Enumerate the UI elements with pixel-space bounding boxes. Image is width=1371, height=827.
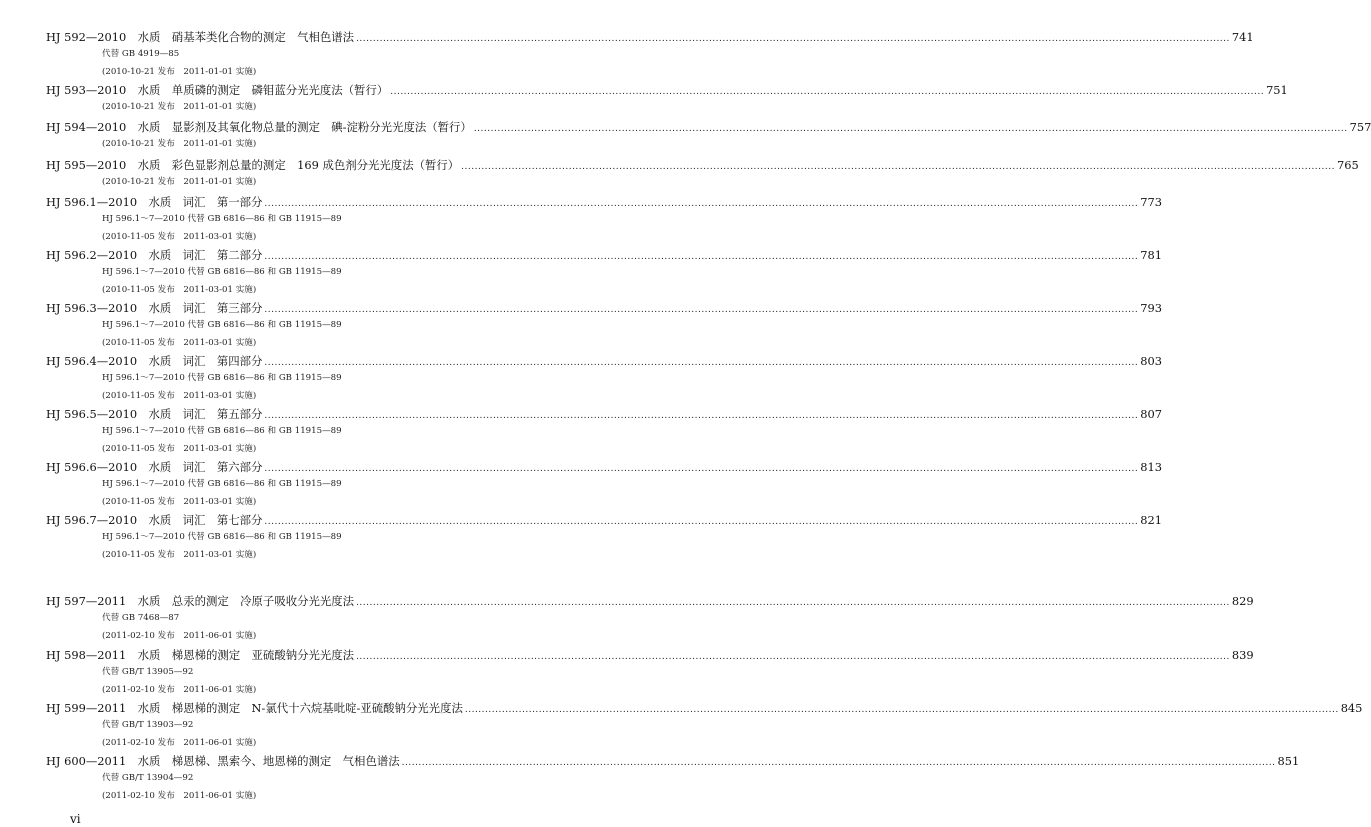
toc-entry-note: HJ 596.1～7—2010 代替 GB 6816—86 和 GB 11915—89 (102, 214, 342, 224)
toc-entry-title: HJ 596.3—2010 水质 词汇 第三部分 (46, 301, 263, 315)
toc-entry-note: (2011-02-10 发布 2011-06-01 实施) (102, 791, 257, 801)
toc-entry-title-line[interactable] (46, 193, 1162, 211)
toc-entry-page-number: 829 (1231, 594, 1254, 608)
toc-entry-title-line[interactable] (46, 246, 1162, 264)
toc-entry-page-number: 757 (1349, 120, 1371, 134)
toc-entry-page-number: 765 (1336, 158, 1359, 172)
toc-entry-title-line[interactable] (46, 28, 1254, 46)
toc-entry-title-line[interactable] (46, 752, 1300, 770)
dot-leader: .................................................................................................................................................................................................................................................................... (461, 162, 1335, 172)
toc-entry-note: (2010-11-05 发布 2011-03-01 实施) (102, 391, 257, 401)
toc-entry-note: (2010-11-05 发布 2011-03-01 实施) (102, 444, 257, 454)
toc-entry-note: (2010-11-05 发布 2011-03-01 实施) (102, 550, 257, 560)
toc-entry-page-number: 793 (1140, 301, 1162, 315)
toc-entry-note: HJ 596.1～7—2010 代替 GB 6816—86 和 GB 11915—89 (102, 320, 342, 330)
toc-entry-note: (2010-11-05 发布 2011-03-01 实施) (102, 285, 257, 295)
toc-entry-page-number: 821 (1140, 513, 1162, 527)
dot-leader: .................................................................................................................................................................................................................................................................... (264, 464, 1139, 474)
toc-entry-note: (2010-10-21 发布 2011-01-01 实施) (102, 102, 257, 112)
dot-leader: .................................................................................................................................................................................................................................................................... (473, 124, 1348, 134)
toc-entry-title: HJ 596.6—2010 水质 词汇 第六部分 (46, 460, 263, 474)
toc-entry-title: HJ 596.5—2010 水质 词汇 第五部分 (46, 407, 263, 421)
toc-entry-page-number: 751 (1266, 83, 1288, 97)
toc-entry-title-line[interactable] (46, 405, 1162, 423)
toc-entry-page-number: 839 (1231, 648, 1254, 662)
toc-entry-note: 代替 GB/T 13904—92 (102, 773, 194, 783)
toc-entry-title-line[interactable] (46, 352, 1162, 370)
toc-entry-title: HJ 595—2010 水质 彩色显影剂总量的测定 169 成色剂分光光度法（暂行） (46, 158, 460, 172)
toc-entry-title: HJ 599—2011 水质 梯恩梯的测定 N-氯代十六烷基吡啶-亚硫酸钠分光光度法 (46, 701, 463, 715)
toc-entry-note: 代替 GB 4919—85 (102, 49, 180, 59)
dot-leader: .................................................................................................................................................................................................................................................................... (356, 598, 1230, 608)
dot-leader: .................................................................................................................................................................................................................................................................... (390, 87, 1265, 97)
toc-entry-note: (2010-10-21 发布 2011-01-01 实施) (102, 177, 257, 187)
toc-entry-note: (2010-10-21 发布 2011-01-01 实施) (102, 67, 257, 77)
toc-entry-title: HJ 592—2010 水质 硝基苯类化合物的测定 气相色谱法 (46, 30, 355, 44)
toc-entry-title: HJ 596.4—2010 水质 词汇 第四部分 (46, 354, 263, 368)
toc-entry-title: HJ 596.1—2010 水质 词汇 第一部分 (46, 195, 263, 209)
toc-entry-note: (2010-10-21 发布 2011-01-01 实施) (102, 139, 257, 149)
toc-entry-note: 代替 GB/T 13903—92 (102, 720, 194, 730)
toc-entry-title-line[interactable] (46, 81, 1288, 99)
toc-entry-note: (2011-02-10 发布 2011-06-01 实施) (102, 738, 257, 748)
dot-leader: .................................................................................................................................................................................................................................................................... (356, 34, 1230, 44)
toc-entry-note: HJ 596.1～7—2010 代替 GB 6816—86 和 GB 11915—89 (102, 267, 342, 277)
toc-entry-title: HJ 597—2011 水质 总汞的测定 冷原子吸收分光光度法 (46, 594, 355, 608)
toc-entry-page-number: 803 (1140, 354, 1162, 368)
toc-entry-title: HJ 596.2—2010 水质 词汇 第二部分 (46, 248, 263, 262)
toc-entry-title-line[interactable] (46, 511, 1162, 529)
toc-entry-title-line[interactable] (46, 458, 1162, 476)
toc-entry-title: HJ 600—2011 水质 梯恩梯、黑索今、地恩梯的测定 气相色谱法 (46, 754, 400, 768)
toc-entry-page-number: 741 (1231, 30, 1254, 44)
dot-leader: .................................................................................................................................................................................................................................................................... (264, 517, 1139, 527)
toc-entry-title-line[interactable] (46, 118, 1371, 136)
dot-leader: .................................................................................................................................................................................................................................................................... (464, 705, 1339, 715)
toc-entry-page-number: 813 (1140, 460, 1162, 474)
toc-entry-note: (2010-11-05 发布 2011-03-01 实施) (102, 497, 257, 507)
dot-leader: .................................................................................................................................................................................................................................................................... (264, 252, 1139, 262)
toc-entry-note: HJ 596.1～7—2010 代替 GB 6816—86 和 GB 11915—89 (102, 479, 342, 489)
dot-leader: .................................................................................................................................................................................................................................................................... (264, 305, 1139, 315)
toc-entry-title-line[interactable] (46, 699, 1363, 717)
page-folio: vi (70, 812, 81, 826)
toc-entry-note: (2010-11-05 发布 2011-03-01 实施) (102, 338, 257, 348)
toc-entry-note: 代替 GB/T 13905—92 (102, 667, 194, 677)
dot-leader: .................................................................................................................................................................................................................................................................... (264, 411, 1139, 421)
toc-entry-note: HJ 596.1～7—2010 代替 GB 6816—86 和 GB 11915—89 (102, 373, 342, 383)
toc-entry-note: (2011-02-10 发布 2011-06-01 实施) (102, 631, 257, 641)
toc-entry-title: HJ 598—2011 水质 梯恩梯的测定 亚硫酸钠分光光度法 (46, 648, 355, 662)
toc-entry-title-line[interactable] (46, 299, 1162, 317)
toc-entry-page-number: 845 (1340, 701, 1363, 715)
toc-entry-page-number: 807 (1140, 407, 1162, 421)
toc-entry-note: (2011-02-10 发布 2011-06-01 实施) (102, 685, 257, 695)
toc-entry-title-line[interactable] (46, 156, 1359, 174)
toc-entry-title-line[interactable] (46, 592, 1254, 610)
toc-entry-title-line[interactable] (46, 646, 1254, 664)
dot-leader: .................................................................................................................................................................................................................................................................... (264, 358, 1139, 368)
toc-entry-page-number: 851 (1277, 754, 1300, 768)
toc-entry-note: HJ 596.1～7—2010 代替 GB 6816—86 和 GB 11915—89 (102, 426, 342, 436)
dot-leader: .................................................................................................................................................................................................................................................................... (264, 199, 1139, 209)
toc-entry-note: (2010-11-05 发布 2011-03-01 实施) (102, 232, 257, 242)
toc-entry-title: HJ 593—2010 水质 单质磷的测定 磷钼蓝分光光度法（暂行） (46, 83, 389, 97)
toc-entry-note: HJ 596.1～7—2010 代替 GB 6816—86 和 GB 11915—89 (102, 532, 342, 542)
toc-entry-page-number: 781 (1140, 248, 1162, 262)
dot-leader: .................................................................................................................................................................................................................................................................... (401, 758, 1276, 768)
toc-entry-title: HJ 596.7—2010 水质 词汇 第七部分 (46, 513, 263, 527)
dot-leader: .................................................................................................................................................................................................................................................................... (356, 652, 1230, 662)
toc-entry-page-number: 773 (1140, 195, 1162, 209)
toc-entry-title: HJ 594—2010 水质 显影剂及其氧化物总量的测定 碘-淀粉分光光度法（暂行） (46, 120, 472, 134)
toc-entry-note: 代替 GB 7468—87 (102, 613, 180, 623)
